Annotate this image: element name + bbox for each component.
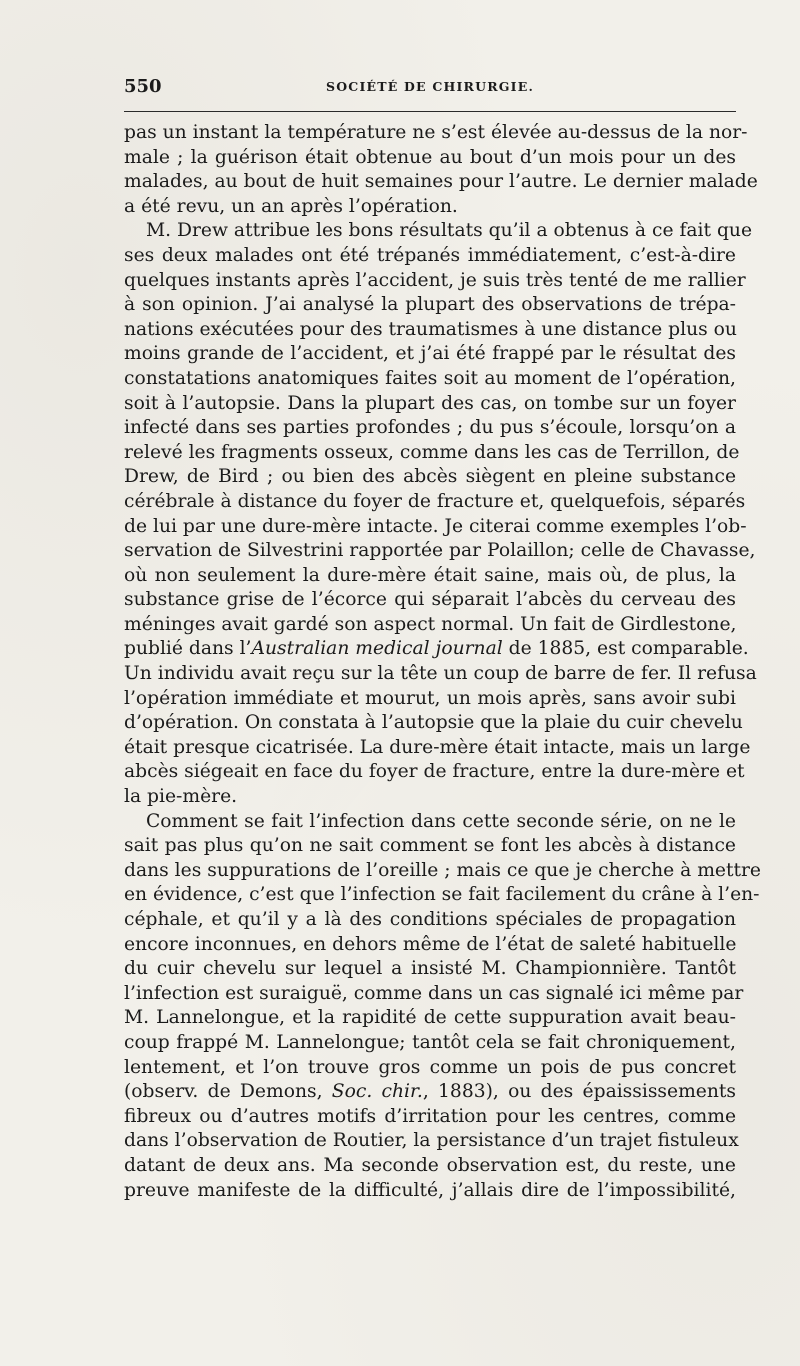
text-line: Drew, de Bird ; ou bien des abcès siègent en pleine substance (124, 466, 736, 488)
text-line: la pie-mère. (124, 786, 238, 808)
text-line: substance grise de l’écorce qui séparait l’abcès du cerveau des (124, 589, 736, 611)
text-line: abcès siégeait en face du foyer de fracture, entre la dure-mère et (124, 761, 745, 783)
text-line: M. Lannelongue, et la rapidité de cette suppuration avait beau- (124, 1007, 736, 1029)
text-line: de lui par une dure-mère intacte. Je citerai comme exemples l’ob- (124, 515, 747, 537)
text-line: M. Drew attribue les bons résultats qu’il a obtenus à ce fait que (146, 220, 753, 242)
text-line: datant de deux ans. Ma seconde observation est, du reste, une (124, 1154, 736, 1176)
text-line: male ; la guérison était obtenue au bout d’un mois pour un des (124, 146, 736, 168)
text-line-citation (124, 637, 749, 662)
text-line: d’opération. On constata à l’autopsie que la plaie du cuir chevelu (124, 712, 743, 734)
text-line: à son opinion. J’ai analysé la plupart des observations de trépa- (124, 294, 736, 316)
text-line: ses deux malades ont été trépanés immédiatement, c’est-à-dire (124, 244, 736, 266)
text-line: en évidence, c’est que l’infection se fait facilement du crâne à l’en- (124, 884, 760, 906)
text-line: cérébrale à distance du foyer de fracture et, quelquefois, séparés (124, 490, 746, 512)
text-line: l’infection est suraiguë, comme dans un cas signalé ici même par (124, 982, 744, 1004)
text-line: malades, au bout de huit semaines pour l’autre. Le dernier malade (124, 171, 758, 193)
text-line: fibreux ou d’autres motifs d’irritation pour les centres, comme (124, 1105, 736, 1127)
text-line: encore inconnues, en dehors même de l’état de saleté habituelle (124, 933, 737, 955)
text-line: infecté dans ses parties profondes ; du pus s’écoule, lorsqu’on a (124, 417, 736, 439)
text-line: où non seulement la dure-mère était saine, mais où, de plus, la (124, 564, 736, 586)
text-line: pas un instant la température ne s’est élevée au-dessus de la nor- (124, 122, 748, 143)
text-line: coup frappé M. Lannelongue; tantôt cela se fait chroniquement, (124, 1031, 736, 1053)
text-line: soit à l’autopsie. Dans la plupart des cas, on tombe sur un foyer (124, 392, 736, 414)
text-line: sait pas plus qu’on ne sait comment se font les abcès à distance (124, 835, 736, 857)
text-line: nations exécutées pour des traumatismes à une distance plus ou (124, 318, 737, 340)
text-line: constatations anatomiques faites soit au moment de l’opération, (124, 367, 736, 389)
text-line-citation (124, 1080, 736, 1105)
text-line: du cuir chevelu sur lequel a insisté M. Championnière. Tantôt (124, 958, 736, 980)
text-line: a été revu, un an après l’opération. (124, 195, 458, 217)
text-line: servation de Silvestrini rapportée par Polaillon; celle de Chavasse, (124, 540, 756, 562)
text-line: moins grande de l’accident, et j’ai été frappé par le résultat des (124, 343, 736, 365)
body-text (124, 121, 761, 1203)
text-line: preuve manifeste de la difficulté, j’allais dire de l’impossibilité, (124, 1179, 736, 1201)
running-head: SOCIÉTÉ DE CHIRURGIE. (325, 79, 535, 94)
page-number: 550 (124, 76, 162, 97)
text-line: quelques instants après l’accident, je suis très tenté de me rallier (124, 269, 746, 291)
text-line: dans l’observation de Routier, la persistance d’un trajet fistuleux (124, 1130, 739, 1152)
text-segment: (observ. de Demons, (124, 1081, 332, 1103)
journal-title: Australian medical journal (251, 638, 503, 660)
text-segment: publié dans l’ (124, 638, 252, 660)
text-line: l’opération immédiate et mourut, un mois après, sans avoir subi (124, 687, 736, 709)
text-line: Un individu avait reçu sur la tête un coup de barre de fer. Il refusa (124, 663, 757, 685)
header-rule (124, 111, 736, 112)
text-line: dans les suppurations de l’oreille ; mais ce que je cherche à mettre (124, 859, 761, 881)
text-line: céphale, et qu’il y a là des conditions spéciales de propagation (124, 909, 736, 930)
text-line: lentement, et l’on trouve gros comme un pois de pus concret (124, 1056, 736, 1078)
text-line: était presque cicatrisée. La dure-mère était intacte, mais un large (124, 736, 751, 758)
journal-abbrev: Soc. chir. (331, 1081, 423, 1103)
page-header (124, 76, 736, 100)
text-segment: de 1885, est comparable. (502, 638, 749, 660)
text-segment: , 1883), ou des épaississements (422, 1081, 736, 1103)
text-line: relevé les fragments osseux, comme dans les cas de Terrillon, de (124, 441, 740, 463)
text-line: méninges avait gardé son aspect normal. Un fait de Girdlestone, (124, 613, 737, 635)
text-line: Comment se fait l’infection dans cette seconde série, on ne le (146, 810, 736, 832)
